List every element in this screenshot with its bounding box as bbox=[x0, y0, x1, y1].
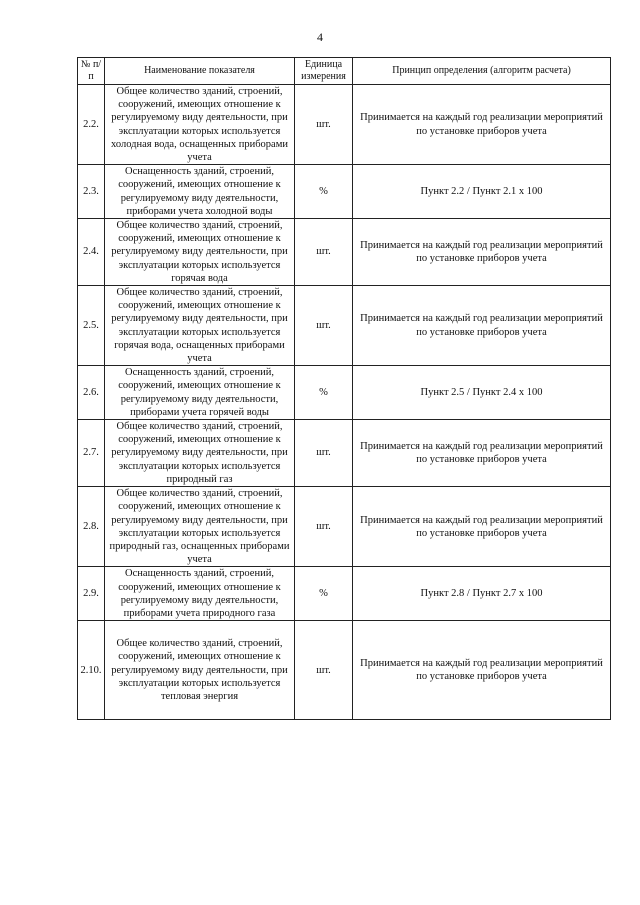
table-row bbox=[78, 567, 611, 621]
row-name: Оснащенность зданий, строений, сооружений, имеющих отношение к регулируемому виду деятельности, приборами учета горячей воды bbox=[105, 366, 295, 420]
row-principle: Пункт 2.5 / Пункт 2.4 x 100 bbox=[353, 366, 611, 420]
row-name: Общее количество зданий, строений, сооружений, имеющих отношение к регулируемому виду деятельности, при эксплуатации которых используется горячая вода, оснащенных приборами учета bbox=[105, 286, 295, 366]
table-row bbox=[78, 85, 611, 165]
header-unit: Единица измерения bbox=[295, 58, 353, 85]
header-principle: Принцип определения (алгоритм расчета) bbox=[353, 58, 611, 85]
row-number: 2.4. bbox=[78, 219, 105, 286]
row-principle: Принимается на каждый год реализации мероприятий по установке приборов учета bbox=[353, 487, 611, 567]
row-number: 2.3. bbox=[78, 165, 105, 219]
table-row bbox=[78, 366, 611, 420]
indicators-table bbox=[77, 57, 611, 720]
row-unit: шт. bbox=[295, 487, 353, 567]
row-unit: шт. bbox=[295, 286, 353, 366]
row-name: Общее количество зданий, строений, сооружений, имеющих отношение к регулируемому виду деятельности, при эксплуатации которых используется природный газ, оснащенных приборами учета bbox=[105, 487, 295, 567]
row-principle: Принимается на каждый год реализации мероприятий по установке приборов учета bbox=[353, 420, 611, 487]
row-name: Общее количество зданий, строений, сооружений, имеющих отношение к регулируемому виду деятельности, при эксплуатации которых используется холодная вода, оснащенных приборами учета bbox=[105, 85, 295, 165]
row-number: 2.8. bbox=[78, 487, 105, 567]
table-row bbox=[78, 165, 611, 219]
header-name: Наименование показателя bbox=[105, 58, 295, 85]
row-principle: Принимается на каждый год реализации мероприятий по установке приборов учета bbox=[353, 219, 611, 286]
table-row bbox=[78, 420, 611, 487]
table-header-row bbox=[78, 58, 611, 85]
table-row bbox=[78, 487, 611, 567]
row-name: Оснащенность зданий, строений, сооружений, имеющих отношение к регулируемому виду деятельности, приборами учета холодной воды bbox=[105, 165, 295, 219]
row-unit: шт. bbox=[295, 85, 353, 165]
row-number: 2.10. bbox=[78, 621, 105, 720]
row-number: 2.2. bbox=[78, 85, 105, 165]
table-row bbox=[78, 621, 611, 720]
row-name: Общее количество зданий, строений, сооружений, имеющих отношение к регулируемому виду деятельности, при эксплуатации которых используется природный газ bbox=[105, 420, 295, 487]
page-number: 4 bbox=[317, 30, 323, 44]
row-unit: % bbox=[295, 165, 353, 219]
row-number: 2.7. bbox=[78, 420, 105, 487]
row-unit: шт. bbox=[295, 420, 353, 487]
row-number: 2.6. bbox=[78, 366, 105, 420]
row-unit: шт. bbox=[295, 219, 353, 286]
row-number: 2.5. bbox=[78, 286, 105, 366]
row-unit: % bbox=[295, 567, 353, 621]
row-name: Общее количество зданий, строений, сооружений, имеющих отношение к регулируемому виду деятельности, при эксплуатации которых используется тепловая энергия bbox=[105, 621, 295, 720]
row-principle: Пункт 2.8 / Пункт 2.7 x 100 bbox=[353, 567, 611, 621]
row-name: Оснащенность зданий, строений, сооружений, имеющих отношение к регулируемому виду деятельности, приборами учета природного газа bbox=[105, 567, 295, 621]
row-number: 2.9. bbox=[78, 567, 105, 621]
row-principle: Принимается на каждый год реализации мероприятий по установке приборов учета bbox=[353, 621, 611, 720]
row-principle: Принимается на каждый год реализации мероприятий по установке приборов учета bbox=[353, 85, 611, 165]
header-number: № п/п bbox=[78, 58, 105, 85]
row-principle: Пункт 2.2 / Пункт 2.1 x 100 bbox=[353, 165, 611, 219]
row-unit: % bbox=[295, 366, 353, 420]
table-row bbox=[78, 286, 611, 366]
row-unit: шт. bbox=[295, 621, 353, 720]
table-row bbox=[78, 219, 611, 286]
row-name: Общее количество зданий, строений, сооружений, имеющих отношение к регулируемому виду деятельности, при эксплуатации которых используется горячая вода bbox=[105, 219, 295, 286]
row-principle: Принимается на каждый год реализации мероприятий по установке приборов учета bbox=[353, 286, 611, 366]
